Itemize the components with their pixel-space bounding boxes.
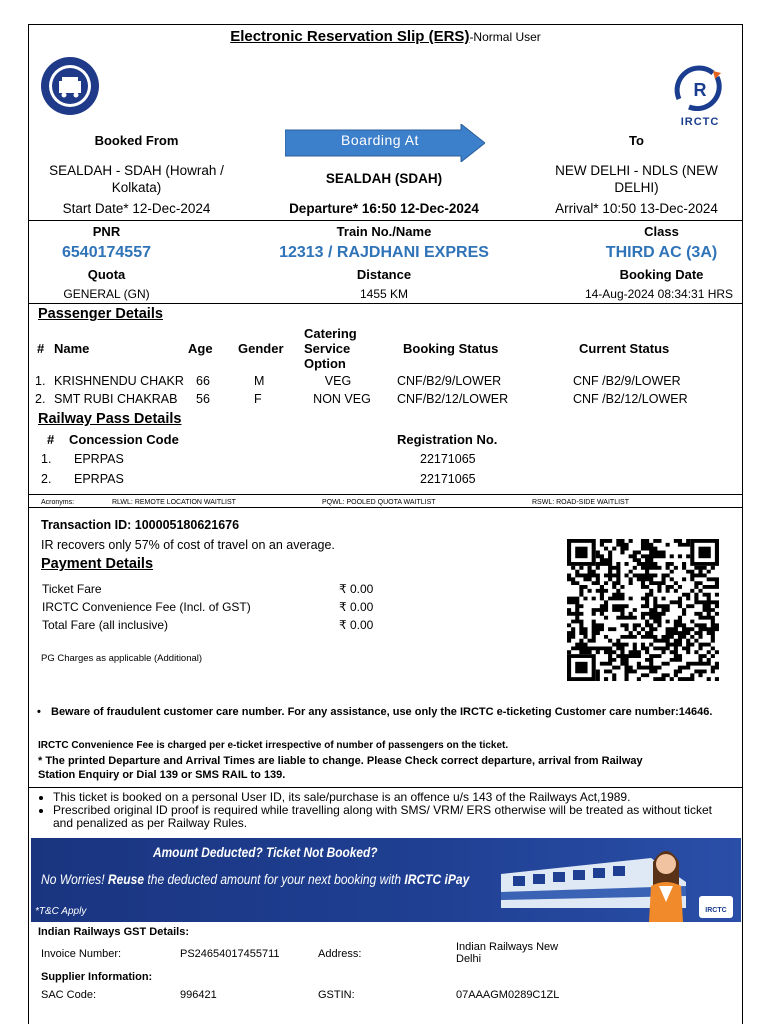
- woman-illustration: [641, 842, 691, 922]
- invoice-number: PS24654017455711: [180, 948, 280, 960]
- catering-header: Catering Service Option: [304, 326, 357, 371]
- indian-railways-logo: [39, 55, 101, 117]
- booking-date-value: 14-Aug-2024 08:34:31 HRS: [584, 287, 734, 301]
- railway-pass-title: Railway Pass Details: [38, 411, 182, 427]
- rules-list: [35, 791, 725, 830]
- qr-code: [567, 539, 719, 681]
- divider: [29, 494, 742, 495]
- banner-irctc-logo: IRCTC: [699, 896, 733, 918]
- gstin: 07AAAGM0289C1ZL: [456, 989, 560, 1001]
- divider: [29, 220, 742, 221]
- banner-tc: *T&C Apply: [35, 906, 87, 917]
- pnr-number: 6540174557: [62, 244, 151, 261]
- convenience-fee-note: IRCTC Convenience Fee is charged per e-ticket irrespective of number of passengers on the ticket.: [38, 740, 509, 751]
- timing-note: * The printed Departure and Arrival Times are liable to change. Please Check correct departure, arrival from Railway Station Enquiry or Dial 139 or SMS RAIL to 139.: [38, 755, 643, 781]
- travel-class: THIRD AC (3A): [605, 244, 718, 261]
- departure-time: Departure* 16:50 12-Dec-2024: [289, 201, 479, 216]
- boarding-station: SEALDAH (SDAH): [325, 171, 443, 186]
- gst-title: Indian Railways GST Details:: [38, 926, 189, 938]
- to-label: To: [629, 133, 644, 148]
- ers-document: Electronic Reservation Slip (ERS)-Normal User R IRCTC Booked From Boarding At To SEALDAH - SDAH (Howrah / Kolkata) SEALDAH (SDAH) NEW DELHI - NDLS (NEW DELHI) Start Date* 12-Dec-2024 Departure* 16:50 12-Dec-2024 Arrival* 10:50 13-Dec-2024 PNR Train No./Name Class 6540174557 12313 / RAJDHANI EXPRES THIRD AC (3A) Quota Distance Booking Date GENERAL (GN) 1455 KM 14-Aug-2024 08:34:31 HRS Passenger Details # Name Age Gender Catering Service Option Booking Status Current Status 1. KRISHNENDU CHAKR 66 M VEG CNF/B2/9/LOWER CNF /B2/9/LOWER 2. SMT RUBI CHAKRAB 56 F NON VEG CNF/B2/12/LOWER CNF /B2/12/LOWER Railway Pass Details # Concession Code Registration No. 1. EPRPAS 22171065 2. EPRPAS 22171065 Acronyms: RLWL: REMOTE LOCATION WAITLIST PQWL: POOLED QUOTA WAITLIST RSWL: ROAD-SIDE WAITLIST Transaction ID: 100005180621676 IR recovers only 57% of cost of travel on an average. Payment Details Ticket Fare IRCTC Convenience Fee (Incl. of GST) Total Fare (all inclusive) ₹ 0.00 ₹ 0.00 ₹ 0.00 PG Charges as applicable (Additional) • Beware of fraudulent customer care number. For any assistance, use only the IRCTC e-ticketing Customer care number:14646. IRCTC Convenience Fee is charged per e-ticket irrespective of number of passengers on the ticket. * The printed Departure and Arrival Times are liable to change. Please Check correct departure, arrival from Railway Station Enquiry or Dial 139 or SMS RAIL to 139. • This ticket is booked on a personal User ID, its sale/purchase is an offence u/s 143 of the Railways Act,1989. • Prescribed original ID proof is required while travelling along with SMS/ VRM/ ERS otherwise will be treated as without ticket and penalized as per Railway Rules. IRCTC Amount Deducted? Ticket Not Booked? No Worries! Reuse the deducted amount for your next booking with IRCTC iPay *T&C Apply Indian Railways GST Details: Invoice Number: PS24654017455711 Address: Indian Railways New Delhi Supplier Information: SAC Code: 996421 GSTIN: 07AAAGM0289C1ZL: [28, 24, 743, 1024]
- rule-item: • This ticket is booked on a personal User ID, its sale/purchase is an offence u/s 143 of the Railways Act,1989.: [53, 791, 725, 804]
- payment-values: ₹ 0.00 ₹ 0.00 ₹ 0.00: [339, 582, 374, 632]
- distance-value: 1455 KM: [359, 287, 409, 301]
- divider: [29, 303, 742, 304]
- recovery-note: IR recovers only 57% of cost of travel on an average.: [41, 538, 335, 552]
- booked-from-label: Booked From: [94, 133, 179, 148]
- destination-station: NEW DELHI - NDLS (NEW DELHI): [555, 163, 718, 195]
- transaction-id: Transaction ID: 100005180621676: [41, 518, 240, 532]
- arrival-time: Arrival* 10:50 13-Dec-2024: [555, 201, 718, 216]
- passenger-details-title: Passenger Details: [38, 306, 163, 322]
- start-date: Start Date* 12-Dec-2024: [62, 201, 211, 216]
- banner-tagline: No Worries! Reuse the deducted amount for your next booking with IRCTC iPay: [41, 871, 470, 887]
- train-number-name: 12313 / RAJDHANI EXPRES: [279, 244, 489, 261]
- pg-note: PG Charges as applicable (Additional): [41, 653, 203, 664]
- svg-text:R: R: [693, 80, 707, 100]
- quota-value: GENERAL (GN): [63, 287, 150, 301]
- boarding-at-arrow: [285, 124, 485, 162]
- divider: [29, 507, 742, 508]
- document-title: Electronic Reservation Slip (ERS)-Normal User: [230, 28, 541, 45]
- payment-labels: Ticket Fare IRCTC Convenience Fee (Incl. of GST) Total Fare (all inclusive): [42, 582, 251, 632]
- boarding-at-label: Boarding At: [341, 132, 419, 148]
- rule-item: • Prescribed original ID proof is required while travelling along with SMS/ VRM/ ERS otherwise will be treated as without ticket and penalized as per Railway Rules.: [53, 804, 725, 830]
- divider: [29, 787, 742, 788]
- gst-address: Indian Railways New Delhi: [456, 941, 559, 965]
- ipay-promo-banner[interactable]: [31, 838, 741, 922]
- sac-code: 996421: [180, 989, 217, 1001]
- supplier-info-label: Supplier Information:: [41, 971, 153, 983]
- payment-details-title: Payment Details: [41, 556, 154, 572]
- banner-headline: Amount Deducted? Ticket Not Booked?: [153, 844, 378, 860]
- irctc-logo: R IRCTC: [669, 65, 731, 123]
- booked-from-station: SEALDAH - SDAH (Howrah / Kolkata): [49, 163, 224, 195]
- fraud-warning: • Beware of fraudulent customer care number. For any assistance, use only the IRCTC e-ticketing Customer care number:14646.: [37, 706, 713, 718]
